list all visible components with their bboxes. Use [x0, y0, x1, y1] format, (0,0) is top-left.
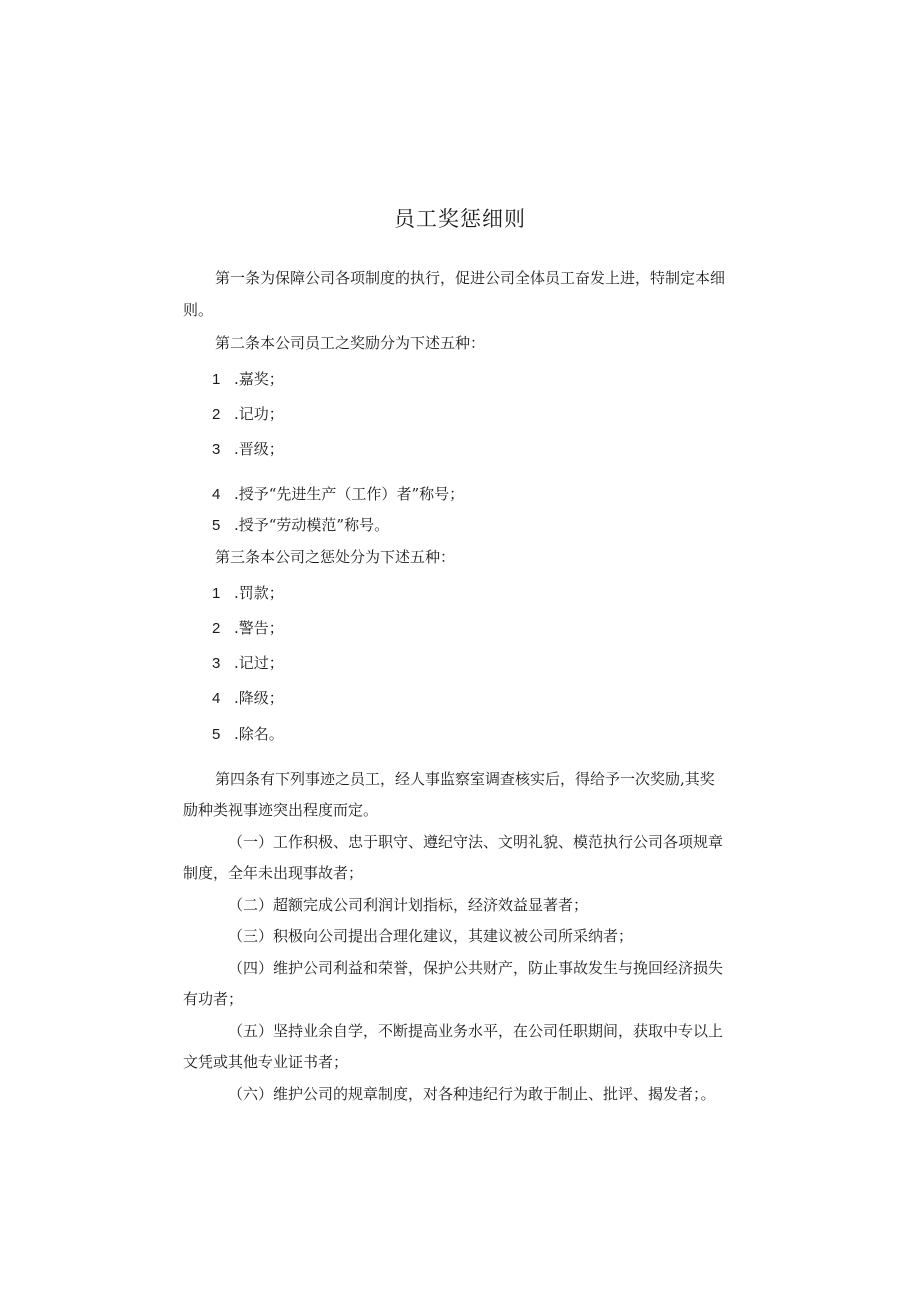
- penalty-item: [212, 653, 284, 674]
- penalty-text: .除名。: [234, 725, 284, 743]
- reward-number: 5: [212, 517, 221, 534]
- penalty-item: [212, 724, 284, 745]
- article-4-item-2: （二）超额完成公司利润计划指标，经济效益显著者；: [228, 896, 589, 914]
- penalty-number: 5: [212, 726, 221, 743]
- penalty-number: 3: [212, 655, 221, 672]
- penalty-item: [212, 688, 284, 709]
- reward-number: 3: [212, 441, 221, 458]
- document-title: 员工奖惩细则: [394, 207, 526, 231]
- article-4-item-1-line-1: （一）工作积极、忠于职守、遵纪守法、文明礼貌、模范执行公司各项规章: [228, 833, 724, 851]
- reward-number: 2: [212, 406, 221, 423]
- reward-text: .晋级；: [234, 440, 284, 458]
- reward-text: .记功；: [234, 405, 284, 423]
- article-1-line-1: 第一条为保障公司各项制度的执行，促进公司全体员工奋发上进，特制定本细: [215, 269, 726, 287]
- article-4-line-1: 第四条有下列事迹之员工，经人事监察室调查核实后，得给予一次奖励,其奖: [215, 770, 715, 788]
- article-4-item-5-line-1: （五）坚持业余自学，不断提高业务水平，在公司任职期间，获取中专以上: [228, 1022, 724, 1040]
- article-4-item-6: （六）维护公司的规章制度，对各种违纪行为敢于制止、批评、揭发者；。: [228, 1085, 716, 1103]
- article-2-intro: 第二条本公司员工之奖励分为下述五种：: [215, 334, 486, 352]
- article-3-intro: 第三条本公司之惩处分为下述五种：: [215, 548, 456, 566]
- article-1-line-2: 则。: [183, 301, 214, 319]
- penalty-text: .警告；: [234, 619, 284, 637]
- reward-item: [212, 439, 284, 460]
- reward-number: 4: [212, 486, 221, 503]
- reward-text: .嘉奖；: [234, 370, 284, 388]
- article-4-item-3: （三）积极向公司提出合理化建议，其建议被公司所采纳者；: [228, 927, 634, 945]
- penalty-text: .罚款；: [234, 584, 284, 602]
- article-4-item-1-line-2: 制度，全年未出现事故者；: [183, 864, 364, 882]
- penalty-number: 2: [212, 620, 221, 637]
- penalty-number: 4: [212, 690, 221, 707]
- article-4-item-4-line-1: （四）维护公司利益和荣誉，保护公共财产，防止事故发生与挽回经济损失: [228, 959, 724, 977]
- penalty-item: [212, 583, 284, 604]
- penalty-item: [212, 618, 284, 639]
- reward-text: .授予“先进生产（工作）者”称号；: [234, 485, 465, 503]
- reward-item: [212, 404, 284, 425]
- article-4-line-2: 励种类视事迹突出程度而定。: [183, 801, 379, 819]
- article-4-item-5-line-2: 文凭或其他专业证书者；: [183, 1053, 349, 1071]
- article-4-item-4-line-2: 有功者；: [183, 990, 244, 1008]
- reward-item: [212, 515, 389, 536]
- reward-item: [212, 369, 284, 390]
- reward-text: .授予“劳动模范”称号。: [234, 516, 390, 534]
- penalty-text: .记过；: [234, 654, 284, 672]
- penalty-text: .降级；: [234, 689, 284, 707]
- penalty-number: 1: [212, 585, 221, 602]
- reward-number: 1: [212, 371, 221, 388]
- reward-item: [212, 484, 464, 505]
